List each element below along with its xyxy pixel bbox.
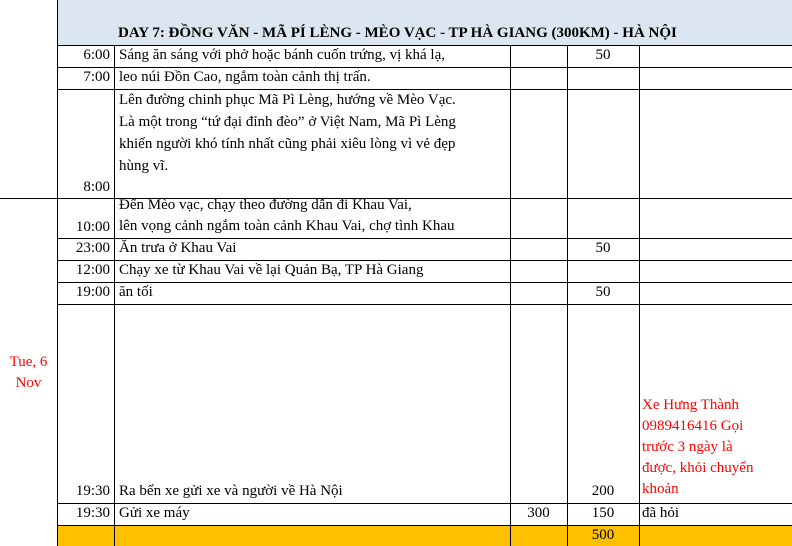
grid-line bbox=[57, 503, 792, 504]
transport-note-line: được, khỏi chuyển bbox=[642, 460, 754, 476]
row-activity: Lên đường chinh phục Mã Pì Lèng, hướng về Mèo Vạc. bbox=[119, 92, 456, 108]
row-time: 7:00 bbox=[83, 69, 110, 85]
grid-line bbox=[57, 304, 792, 305]
row-activity: hùng vĩ. bbox=[119, 158, 169, 174]
grid-line bbox=[57, 525, 792, 526]
row-time: 19:30 bbox=[75, 505, 110, 521]
row-cost: 50 bbox=[595, 47, 611, 63]
grid-line bbox=[57, 89, 792, 90]
row-cost: 50 bbox=[595, 284, 611, 300]
grid-line bbox=[639, 45, 640, 546]
header-left-blank bbox=[0, 0, 57, 45]
row-cost: 200 bbox=[591, 483, 615, 499]
header-title: DAY 7: ĐỒNG VĂN - MÃ PÍ LÈNG - MÈO VẠC - TP HÀ GIANG (300KM) - HÀ NỘI bbox=[118, 25, 677, 41]
grid-line bbox=[114, 45, 115, 546]
row-time: 19:00 bbox=[75, 284, 110, 300]
row-activity: Ăn trưa ở Khau Vai bbox=[119, 240, 237, 256]
row-activity: Gửi xe máy bbox=[119, 505, 190, 521]
row-activity: Đến Mèo vạc, chạy theo đường dẫn đi Khau Vai, bbox=[119, 197, 412, 213]
grid-line bbox=[57, 67, 792, 68]
date-label-line: Nov bbox=[15, 375, 42, 391]
grid-line bbox=[510, 45, 511, 546]
row-activity: khiến người khó tính nhất cũng phải xiêu lòng vì vẻ đẹp bbox=[119, 136, 456, 152]
total-value: 500 bbox=[591, 527, 615, 543]
row-activity: Là một trong “tứ đại đỉnh đèo” ở Việt Nam, Mã Pì Lèng bbox=[119, 114, 456, 130]
grid-line bbox=[57, 282, 792, 283]
transport-note-line: khoản bbox=[642, 481, 679, 497]
row-time: 19:30 bbox=[75, 483, 110, 499]
row-cost-extra: 300 bbox=[527, 505, 550, 521]
row-activity: Ra bến xe gửi xe và người về Hà Nội bbox=[119, 483, 343, 499]
row-activity: leo núi Đồn Cao, ngắm toàn cảnh thị trấn. bbox=[119, 69, 371, 85]
row-activity: Sáng ăn sáng với phở hoặc bánh cuốn trứng, vị khá lạ, bbox=[119, 47, 446, 63]
row-note: đã hỏi bbox=[642, 505, 680, 521]
row-cost: 150 bbox=[591, 505, 615, 521]
row-time: 6:00 bbox=[83, 47, 110, 63]
row-time: 12:00 bbox=[75, 262, 110, 278]
row-activity: ăn tối bbox=[119, 284, 153, 300]
row-activity: Chạy xe từ Khau Vai về lại Quản Bạ, TP Hà Giang bbox=[119, 262, 424, 278]
row-cost: 50 bbox=[595, 240, 611, 256]
row-activity: lên vọng cảnh ngắm toàn cảnh Khau Vai, chợ tình Khau bbox=[119, 218, 455, 234]
row-time: 23:00 bbox=[75, 240, 110, 256]
row-time: 10:00 bbox=[75, 219, 110, 235]
date-label-line: Tue, 6 bbox=[9, 354, 48, 370]
grid-line bbox=[57, 260, 792, 261]
row-time: 8:00 bbox=[83, 179, 110, 195]
grid-line bbox=[57, 238, 792, 239]
transport-note-line: trước 3 ngày là bbox=[642, 439, 733, 455]
transport-note bbox=[642, 395, 790, 500]
grid-line bbox=[57, 45, 792, 46]
total-row bbox=[58, 525, 792, 546]
transport-note-line: Xe Hưng Thành bbox=[642, 397, 740, 413]
transport-note-line: 0989416416 Gọi bbox=[642, 418, 744, 434]
date-label bbox=[0, 352, 57, 394]
